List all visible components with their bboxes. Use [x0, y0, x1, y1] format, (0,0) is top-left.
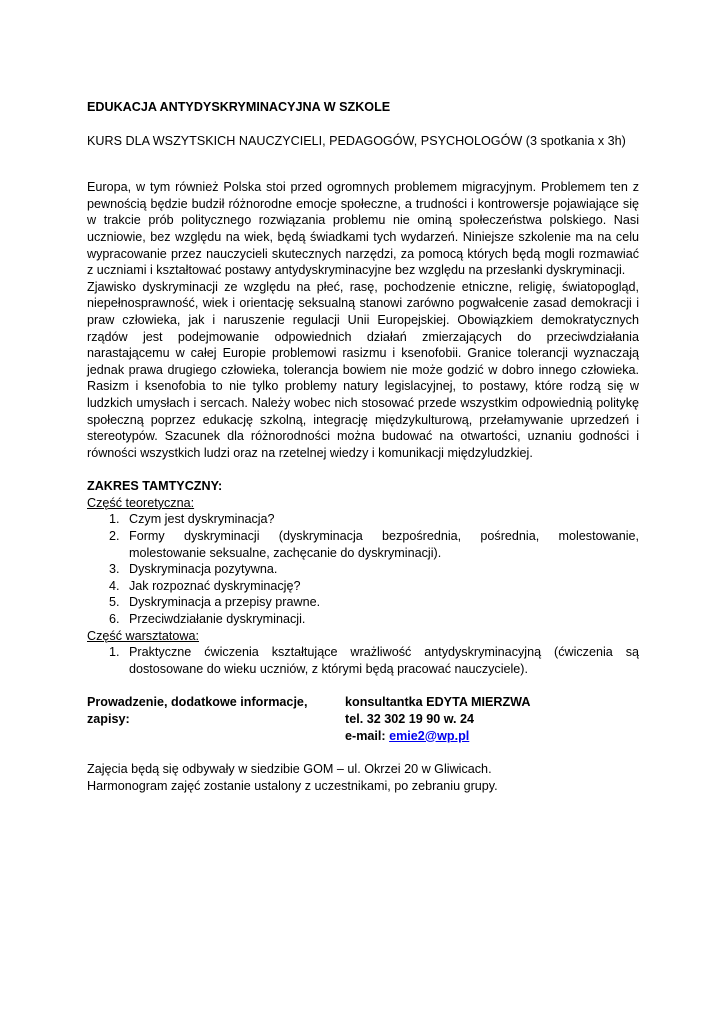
- list-item-text: Dyskryminacja a przepisy prawne.: [129, 595, 321, 610]
- list-item-text: Jak rozpoznać dyskryminację?: [129, 578, 301, 593]
- list-item-text: Czym jest dyskryminacja?: [129, 512, 275, 527]
- list-number: 1.: [109, 512, 120, 527]
- list-item-text: Przeciwdziałanie dyskryminacji.: [129, 612, 306, 627]
- intro-paragraph: Zjawisko dyskryminacji ze względu na płeć, rasę, pochodzenie etniczne, religię, światopogląd, niepełnosprawność, wiek i orientację seksualną stanowi zarówno pogwałcenie zasad demokracji i praw człowieka, jak i naruszenie regulacji Unii Europejskiej. Obowiązkiem demokratycznych rządów jest podejmowanie odpowiednich działań zmierzających do przeciwdziałania narastającemu w całej Europie problemowi rasizmu i ksenofobii. Granice tolerancji wyznaczają jednak prawa drugiego człowieka, tolerancja bowiem nie może godzić w dobro innego człowieka. Rasizm i ksenofobia to nie tylko problemy natury legislacyjnej, to postawy, które rodzą się w ludzkich umysłach i sercach. Należy wobec nich stosować przede wszystkim odpowiednią politykę społeczną poprzez edukację szkolną, integrację międzykulturową, przełamywanie uprzedzeń i stereotypów. Szacunek dla różnorodności można budować na otwartości, uznaniu godności i równości wszystkich ludzi oraz na rzetelnej wiedzy i komunikacji międzyludzkiej.: [87, 279, 639, 460]
- list-number: 4.: [109, 578, 120, 593]
- intro-section: [87, 179, 639, 461]
- theory-label: Część teoretyczna:: [87, 495, 195, 510]
- contact-details: [345, 694, 530, 744]
- theory-list: [87, 511, 639, 627]
- consultant-name: konsultantka EDYTA MIERZWA: [345, 695, 531, 710]
- list-item-text: Formy dyskryminacji (dyskryminacja bezpośrednia, pośrednia, molestowanie, molestowanie seksualne, zachęcanie do dyskryminacji).: [129, 529, 639, 560]
- list-number: 3.: [109, 562, 120, 577]
- document-subtitle: KURS DLA WSZYTSKICH NAUCZYCIELI, PEDAGOGÓW, PSYCHOLOGÓW (3 spotkania x 3h): [87, 133, 626, 148]
- list-item: [87, 528, 639, 561]
- list-item: [87, 561, 639, 578]
- list-number: 2.: [109, 529, 120, 544]
- document-title: EDUKACJA ANTYDYSKRYMINACYJNA W SZKOLE: [87, 100, 391, 114]
- workshop-list: [87, 644, 639, 677]
- footer-line: Zajęcia będą się odbywały w siedzibie GOM – ul. Okrzei 20 w Gliwicach.: [87, 762, 492, 777]
- document-content: [87, 99, 639, 794]
- list-item: [87, 594, 639, 611]
- list-number: 5.: [109, 595, 120, 610]
- list-item: [87, 511, 639, 528]
- list-number: 1.: [109, 645, 120, 660]
- scope-heading: ZAKRES TAMTYCZNY:: [87, 479, 223, 494]
- list-item: [87, 611, 639, 628]
- footer-line: Harmonogram zajęć zostanie ustalony z uczestnikami, po zebraniu grupy.: [87, 778, 498, 793]
- intro-paragraph: Europa, w tym również Polska stoi przed ogromnych problemem migracyjnym. Problemem ten z pewnością będzie budził różnorodne emocje społeczne, a trudności i kontrowersje pojawiające się w trakcie prób politycznego rozwiązania problemu nie ominą społeczeństwa polskiego. Nasi uczniowie, bez względu na wiek, będą świadkami tych wydarzeń. Niniejsze szkolenie ma na celu wypracowanie przez nauczycieli skutecznych narzędzi, za pomocą których będą mogli rozmawiać z uczniami i kształtować postawy antydyskryminacyjne bez względu na przesłanki dyskryminacji.: [87, 180, 639, 278]
- list-item: [87, 644, 639, 677]
- workshop-label: Część warsztatowa:: [87, 628, 199, 643]
- footer-section: [87, 761, 639, 794]
- email-label: e-mail:: [345, 728, 390, 743]
- contact-label: Prowadzenie, dodatkowe informacje, zapisy:: [87, 695, 308, 726]
- list-item: [87, 578, 639, 595]
- phone-number: tel. 32 302 19 90 w. 24: [345, 712, 475, 726]
- list-number: 6.: [109, 612, 120, 627]
- email-link[interactable]: emie2@wp.pl: [389, 728, 470, 743]
- contact-section: [87, 694, 639, 744]
- email-line: [345, 728, 530, 745]
- list-item-text: Praktyczne ćwiczenia kształtujące wrażliwość antydyskryminacyjną (ćwiczenia są dostosowane do wieku uczniów, z którymi będą pracować nauczyciele).: [129, 645, 639, 676]
- list-item-text: Dyskryminacja pozytywna.: [129, 562, 278, 577]
